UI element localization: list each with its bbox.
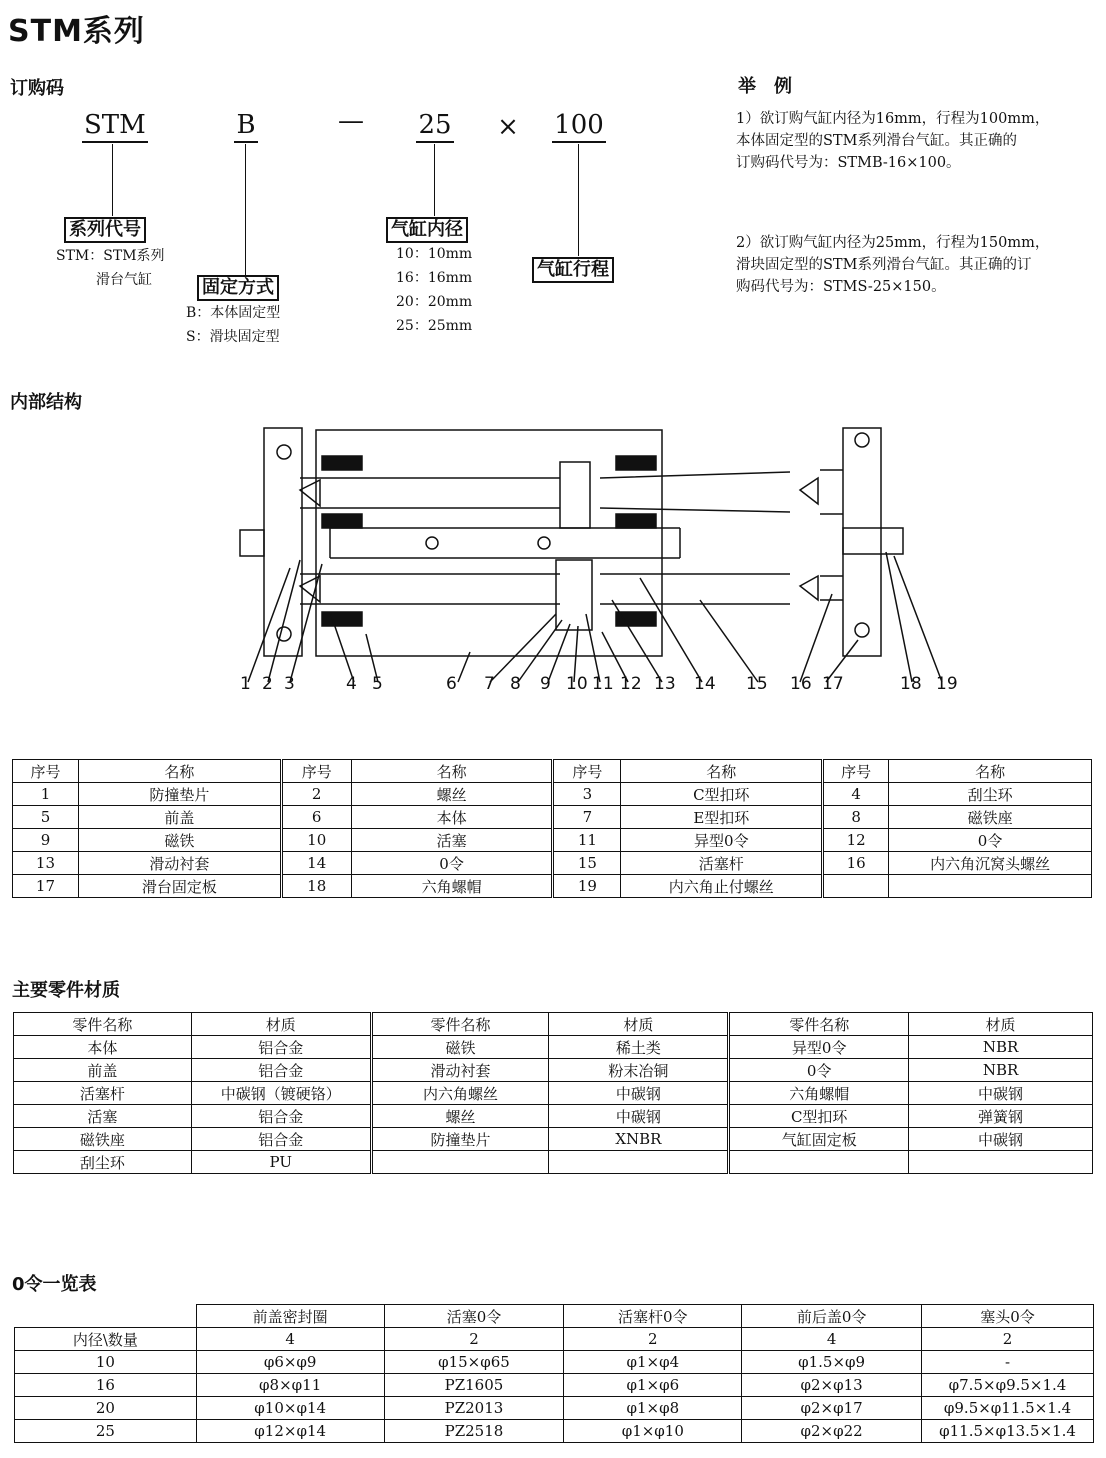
- table-cell: 4: [196, 1328, 384, 1351]
- code-mount: B: [226, 110, 266, 143]
- callout-19: 19: [936, 674, 958, 694]
- table-cell: φ7.5×φ9.5×1.4: [922, 1374, 1094, 1397]
- upper-rod: [300, 470, 843, 514]
- table-cell: 前盖: [78, 806, 281, 829]
- materials-header-part-3: 零件名称: [729, 1013, 909, 1036]
- rod-tips: [300, 478, 818, 602]
- series-box: 系列代号: [64, 217, 146, 243]
- port-hole-1: [426, 537, 438, 549]
- table-cell: E型扣环: [621, 806, 823, 829]
- table-row: [13, 852, 1092, 875]
- plate-hole-bottom-right: [855, 623, 869, 637]
- callout-6: 6: [446, 674, 457, 694]
- table-cell: 0令: [889, 829, 1092, 852]
- parts-header-no-1: 序号: [13, 760, 79, 783]
- table-cell: 内六角沉窝头螺丝: [889, 852, 1092, 875]
- table-row: [15, 1351, 1094, 1374]
- oring-header-front-cover: 前盖密封圈: [196, 1305, 384, 1328]
- table-cell: 活塞: [351, 829, 553, 852]
- parts-header-no-2: 序号: [281, 760, 351, 783]
- table-cell: φ1×φ10: [564, 1420, 742, 1443]
- callout-4: 4: [346, 674, 357, 694]
- table-cell: 本体: [351, 806, 553, 829]
- table-cell: 19: [553, 875, 621, 898]
- parts-header-name-3: 名称: [621, 760, 823, 783]
- code-stroke: 100: [546, 110, 612, 143]
- table-cell: 2: [281, 783, 351, 806]
- callout-17: 17: [822, 674, 844, 694]
- oring-header-plug: 塞头0令: [922, 1305, 1094, 1328]
- table-cell: 六角螺帽: [351, 875, 553, 898]
- table-cell: 活塞: [14, 1105, 192, 1128]
- table-cell: PZ1605: [384, 1374, 564, 1397]
- callout-3: 3: [284, 674, 295, 694]
- table-cell: 六角螺帽: [729, 1082, 909, 1105]
- table-cell: 磁铁: [371, 1036, 549, 1059]
- table-cell: 铝合金: [191, 1036, 371, 1059]
- table-cell: C型扣环: [621, 783, 823, 806]
- seal-5: [616, 514, 656, 528]
- table-cell: 滑动衬套: [371, 1059, 549, 1082]
- table-cell: 粉末冶铜: [549, 1059, 729, 1082]
- example-1-line-3: 订购码代号为：STMB-16×100。: [736, 155, 961, 171]
- seal-3: [322, 612, 362, 626]
- table-cell: 稀土类: [549, 1036, 729, 1059]
- code-times: ×: [497, 112, 519, 142]
- table-cell: 4: [823, 783, 889, 806]
- page-title: STM系列: [8, 14, 145, 49]
- table-cell: 3: [553, 783, 621, 806]
- table-cell: φ2×φ17: [742, 1397, 922, 1420]
- plate-hole-top-right: [855, 433, 869, 447]
- table-cell: 磁铁座: [889, 806, 1092, 829]
- bore-option-16: 16：16mm: [396, 270, 473, 286]
- callout-7: 7: [484, 674, 495, 694]
- table-cell: XNBR: [549, 1128, 729, 1151]
- bore-box: 气缸内径: [386, 217, 468, 243]
- callout-12: 12: [620, 674, 642, 694]
- code-dash: —: [338, 106, 364, 136]
- table-cell: 13: [13, 852, 79, 875]
- oring-header-piston: 活塞0令: [384, 1305, 564, 1328]
- table-cell: φ11.5×φ13.5×1.4: [922, 1420, 1094, 1443]
- mount-option-s: S：滑块固定型: [186, 329, 280, 345]
- oring-header-piston-rod: 活塞杆0令: [564, 1305, 742, 1328]
- table-cell: 异型0令: [621, 829, 823, 852]
- table-cell: 15: [553, 852, 621, 875]
- table-cell: 铝合金: [191, 1059, 371, 1082]
- table-cell: 14: [281, 852, 351, 875]
- table-row: [15, 1420, 1094, 1443]
- table-row: [15, 1397, 1094, 1420]
- materials-header-part-2: 零件名称: [371, 1013, 549, 1036]
- table-cell: φ6×φ9: [196, 1351, 384, 1374]
- table-cell: 17: [13, 875, 79, 898]
- example-1: [736, 108, 1049, 174]
- table-cell: 防撞垫片: [371, 1128, 549, 1151]
- lower-rod: [300, 574, 843, 604]
- table-cell: 前盖: [14, 1059, 192, 1082]
- oring-table-header: [15, 1305, 1094, 1328]
- table-cell: 25: [15, 1420, 197, 1443]
- table-cell: 弹簧钢: [909, 1105, 1093, 1128]
- table-cell: [889, 875, 1092, 898]
- right-bolt: [843, 528, 903, 554]
- table-cell: 螺丝: [371, 1105, 549, 1128]
- seal-1: [322, 456, 362, 470]
- table-cell: 16: [15, 1374, 197, 1397]
- table-cell: 活塞杆: [14, 1082, 192, 1105]
- callout-16: 16: [790, 674, 812, 694]
- right-plate: [843, 428, 881, 656]
- example-2-line-2: 滑块固定型的STM系列滑台气缸。其正确的订: [736, 257, 1032, 273]
- table-cell: 滑动衬套: [78, 852, 281, 875]
- seal-6: [616, 612, 656, 626]
- table-row: [13, 806, 1092, 829]
- parts-header-no-4: 序号: [823, 760, 889, 783]
- table-cell: 18: [281, 875, 351, 898]
- bore-option-20: 20：20mm: [396, 294, 473, 310]
- table-cell: 中碳钢: [549, 1105, 729, 1128]
- callout-10: 10: [566, 674, 588, 694]
- table-cell: 中碳钢: [549, 1082, 729, 1105]
- table-row: [13, 875, 1092, 898]
- examples-heading: 举 例: [738, 76, 792, 97]
- table-cell: -: [922, 1351, 1094, 1374]
- table-cell: PZ2013: [384, 1397, 564, 1420]
- table-cell: 6: [281, 806, 351, 829]
- table-cell: PU: [191, 1151, 371, 1174]
- materials-header-material-2: 材质: [549, 1013, 729, 1036]
- table-cell: 内径\数量: [15, 1328, 197, 1351]
- callout-15: 15: [746, 674, 768, 694]
- callout-1: 1: [240, 674, 251, 694]
- table-cell: 中碳钢: [909, 1082, 1093, 1105]
- table-cell: 10: [281, 829, 351, 852]
- table-cell: 铝合金: [191, 1128, 371, 1151]
- structure-heading: 内部结构: [10, 392, 82, 413]
- oring-header-end-covers: 前后盖0令: [742, 1305, 922, 1328]
- stroke-leader: [578, 144, 579, 256]
- table-cell: 活塞杆: [621, 852, 823, 875]
- table-cell: 内六角螺丝: [371, 1082, 549, 1105]
- materials-header-material-1: 材质: [191, 1013, 371, 1036]
- table-row: [15, 1374, 1094, 1397]
- table-row: [14, 1059, 1093, 1082]
- table-cell: 磁铁座: [14, 1128, 192, 1151]
- table-cell: [729, 1151, 909, 1174]
- table-cell: [823, 875, 889, 898]
- stroke-box: 气缸行程: [532, 257, 614, 283]
- table-cell: 10: [15, 1351, 197, 1374]
- code-series: STM: [82, 110, 142, 143]
- materials-heading: 主要零件材质: [12, 980, 120, 1001]
- materials-header-material-3: 材质: [909, 1013, 1093, 1036]
- callout-9: 9: [540, 674, 551, 694]
- table-cell: 中碳钢（镀硬铬）: [191, 1082, 371, 1105]
- table-cell: φ9.5×φ11.5×1.4: [922, 1397, 1094, 1420]
- table-cell: 内六角止付螺丝: [621, 875, 823, 898]
- example-1-line-2: 本体固定型的STM系列滑台气缸。其正确的: [736, 133, 1017, 149]
- table-cell: 1: [13, 783, 79, 806]
- table-cell: 铝合金: [191, 1105, 371, 1128]
- center-piston-rod: [330, 528, 680, 558]
- mount-leader: [245, 144, 246, 276]
- parts-header-name-1: 名称: [78, 760, 281, 783]
- example-2-line-1: 2）欲订购气缸内径为25mm，行程为150mm，: [736, 235, 1050, 251]
- table-cell: 20: [15, 1397, 197, 1420]
- example-1-line-1: 1）欲订购气缸内径为16mm，行程为100mm，: [736, 111, 1050, 127]
- table-cell: 0令: [351, 852, 553, 875]
- table-cell: PZ2518: [384, 1420, 564, 1443]
- materials-header-part-1: 零件名称: [14, 1013, 192, 1036]
- table-row: [14, 1105, 1093, 1128]
- table-cell: [549, 1151, 729, 1174]
- oring-table: [14, 1304, 1094, 1443]
- table-cell: [371, 1151, 549, 1174]
- oring-header-blank: [15, 1305, 197, 1328]
- callout-11: 11: [592, 674, 614, 694]
- table-row: [14, 1128, 1093, 1151]
- table-cell: 5: [13, 806, 79, 829]
- seal-2: [322, 514, 362, 528]
- mount-option-b: B：本体固定型: [186, 305, 281, 321]
- table-cell: 7: [553, 806, 621, 829]
- mount-box: 固定方式: [197, 275, 279, 301]
- table-cell: 16: [823, 852, 889, 875]
- table-cell: NBR: [909, 1036, 1093, 1059]
- parts-table-header: [13, 760, 1092, 783]
- table-cell: C型扣环: [729, 1105, 909, 1128]
- table-cell: 异型0令: [729, 1036, 909, 1059]
- table-row: [13, 829, 1092, 852]
- left-bolt: [240, 530, 264, 556]
- body-outline: [316, 430, 662, 656]
- table-row: [13, 783, 1092, 806]
- table-cell: 0令: [729, 1059, 909, 1082]
- table-cell: 防撞垫片: [78, 783, 281, 806]
- example-2: [736, 232, 1049, 298]
- callout-13: 13: [654, 674, 676, 694]
- materials-table: [13, 1012, 1093, 1174]
- table-cell: φ2×φ22: [742, 1420, 922, 1443]
- table-cell: φ10×φ14: [196, 1397, 384, 1420]
- table-cell: 本体: [14, 1036, 192, 1059]
- table-row: [14, 1036, 1093, 1059]
- callout-2: 2: [262, 674, 273, 694]
- code-bore: 25: [410, 110, 460, 143]
- table-cell: 2: [564, 1328, 742, 1351]
- plate-hole-top-left: [277, 445, 291, 459]
- parts-header-name-4: 名称: [889, 760, 1092, 783]
- table-cell: [909, 1151, 1093, 1174]
- table-cell: φ1×φ4: [564, 1351, 742, 1374]
- materials-table-header: [14, 1013, 1093, 1036]
- table-cell: 8: [823, 806, 889, 829]
- callout-14: 14: [694, 674, 716, 694]
- structure-drawing: [0, 400, 1106, 700]
- seal-4: [616, 456, 656, 470]
- table-cell: 9: [13, 829, 79, 852]
- oring-qty-row: [15, 1328, 1094, 1351]
- table-cell: 气缸固定板: [729, 1128, 909, 1151]
- table-cell: φ1×φ8: [564, 1397, 742, 1420]
- table-cell: φ8×φ11: [196, 1374, 384, 1397]
- table-cell: 12: [823, 829, 889, 852]
- table-cell: 中碳钢: [909, 1128, 1093, 1151]
- bore-leader: [434, 144, 435, 216]
- table-row: [14, 1151, 1093, 1174]
- example-2-line-3: 购码代号为：STMS-25×150。: [736, 279, 946, 295]
- series-desc-1: STM：STM系列: [56, 248, 165, 264]
- table-cell: 刮尘环: [14, 1151, 192, 1174]
- table-cell: φ1.5×φ9: [742, 1351, 922, 1374]
- order-code-heading: 订购码: [10, 78, 64, 99]
- callout-5: 5: [372, 674, 383, 694]
- parts-header-name-2: 名称: [351, 760, 553, 783]
- parts-header-no-3: 序号: [553, 760, 621, 783]
- table-cell: 螺丝: [351, 783, 553, 806]
- table-cell: NBR: [909, 1059, 1093, 1082]
- table-cell: 滑台固定板: [78, 875, 281, 898]
- table-cell: φ1×φ6: [564, 1374, 742, 1397]
- oring-heading: 0令一览表: [12, 1274, 97, 1295]
- table-cell: 磁铁: [78, 829, 281, 852]
- table-cell: 4: [742, 1328, 922, 1351]
- table-cell: φ12×φ14: [196, 1420, 384, 1443]
- piston-upper: [560, 462, 590, 528]
- bore-option-25: 25：25mm: [396, 318, 473, 334]
- table-cell: 11: [553, 829, 621, 852]
- table-row: [14, 1082, 1093, 1105]
- series-leader: [112, 144, 113, 216]
- parts-table: [12, 759, 1092, 898]
- callout-18: 18: [900, 674, 922, 694]
- port-hole-2: [538, 537, 550, 549]
- table-cell: φ2×φ13: [742, 1374, 922, 1397]
- table-cell: φ15×φ65: [384, 1351, 564, 1374]
- table-cell: 刮尘环: [889, 783, 1092, 806]
- table-cell: 2: [384, 1328, 564, 1351]
- callout-8: 8: [510, 674, 521, 694]
- series-desc-2: 滑台气缸: [96, 272, 152, 288]
- table-cell: 2: [922, 1328, 1094, 1351]
- bore-option-10: 10：10mm: [396, 246, 473, 262]
